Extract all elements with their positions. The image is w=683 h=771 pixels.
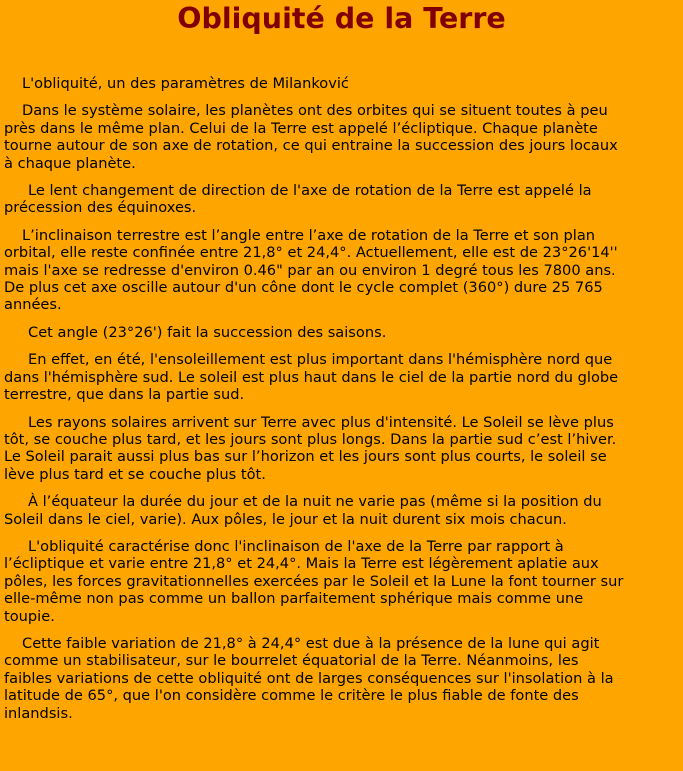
paragraph-line: elle-même non pas comme un ballon parfaitement sphérique mais comme une [4,590,584,608]
paragraph-line: Les rayons solaires arrivent sur Terre avec plus d'intensité. Le Soleil se lève plus [28,413,614,431]
paragraph-line: latitude de 65°, que l'on considère comme le critère le plus fiable de fonte des [4,687,579,705]
paragraph-list [4,102,679,722]
paragraph-line: En effet, en été, l'ensoleillement est plus important dans l'hémisphère nord que [28,351,613,369]
paragraph [4,324,679,341]
paragraph [4,635,679,722]
paragraph-line: orbital, elle reste confinée entre 21,8° et 24,4°. Actuellement, elle est de 23°26'14'' [4,244,618,262]
paragraph-line: dans l'hémisphère sud. Le soleil est plus haut dans le ciel de la partie nord du globe [4,368,619,386]
paragraph-line: Le Soleil parait aussi plus bas sur l’horizon et les jours sont plus courts, le soleil se [4,448,607,466]
paragraph-line: inlandsis. [4,704,73,722]
paragraph-line: terrestre, que dans la partie sud. [4,386,245,404]
paragraph-line: tôt, se couche plus tard, et les jours sont plus longs. Dans la partie sud c’est l’hiver. [4,430,617,448]
paragraph-line: lève plus tard et se couche plus tôt. [4,465,266,483]
paragraph-line: Cette faible variation de 21,8° à 24,4° est due à la présence de la lune qui agit [22,634,600,652]
paragraph-line: Dans le système solaire, les planètes ont des orbites qui se situent toutes à peu [22,102,608,120]
paragraph-line: Soleil dans le ciel, varie). Aux pôles, le jour et la nuit durent six mois chacun. [4,510,567,528]
paragraph-line: L’inclinaison terrestre est l’angle entre l’axe de rotation de la Terre et son plan [22,226,596,244]
paragraph [4,102,679,172]
paragraph [4,182,679,217]
paragraph-line: Cet angle (23°26') fait la succession des saisons. [28,323,387,341]
subtitle-text: L'obliquité, un des paramètres de Milanković [22,75,349,92]
paragraph [4,351,679,403]
paragraph [4,538,679,625]
paragraph-line: L'obliquité caractérise donc l'inclinaison de l'axe de la Terre par rapport à [28,537,564,555]
document-body [0,75,683,722]
paragraph-line: précession des équinoxes. [4,199,197,217]
paragraph-line: l’écliptique et varie entre 21,8° et 24,4°. Mais la Terre est légèrement aplatie aux [4,555,599,573]
paragraph-line: toupie. [4,607,55,625]
paragraph-line: années. [4,296,62,314]
paragraph-line: tourne autour de son axe de rotation, ce qui entraine la succession des jours locaux [4,137,618,155]
paragraph-line: De plus cet axe oscille autour d'un cône dont le cycle complet (360°) dure 25 765 [4,279,603,297]
paragraph-line: faibles variations de cette obliquité ont de larges conséquences sur l'insolation à la [4,669,614,687]
paragraph [4,493,679,528]
paragraph-line: comme un stabilisateur, sur le bourrelet équatorial de la Terre. Néanmoins, les [4,652,579,670]
paragraph-line: pôles, les forces gravitationnelles exercées par le Soleil et la Lune la font tourner sur [4,572,624,590]
paragraph [4,414,679,484]
paragraph-line: À l’équateur la durée du jour et de la nuit ne varie pas (même si la position du [28,493,602,511]
paragraph-line: à chaque planète. [4,154,136,172]
paragraph-line: près dans le même plan. Celui de la Terre est appelé l’écliptique. Chaque planète [4,119,598,137]
paragraph [4,227,679,314]
section-subtitle [4,75,679,92]
page-title: Obliquité de la Terre [177,2,506,35]
paragraph-line: mais l'axe se redresse d'environ 0.46" par an ou environ 1 degré tous les 7800 ans. [4,261,616,279]
paragraph-line: Le lent changement de direction de l'axe de rotation de la Terre est appelé la [28,182,592,200]
